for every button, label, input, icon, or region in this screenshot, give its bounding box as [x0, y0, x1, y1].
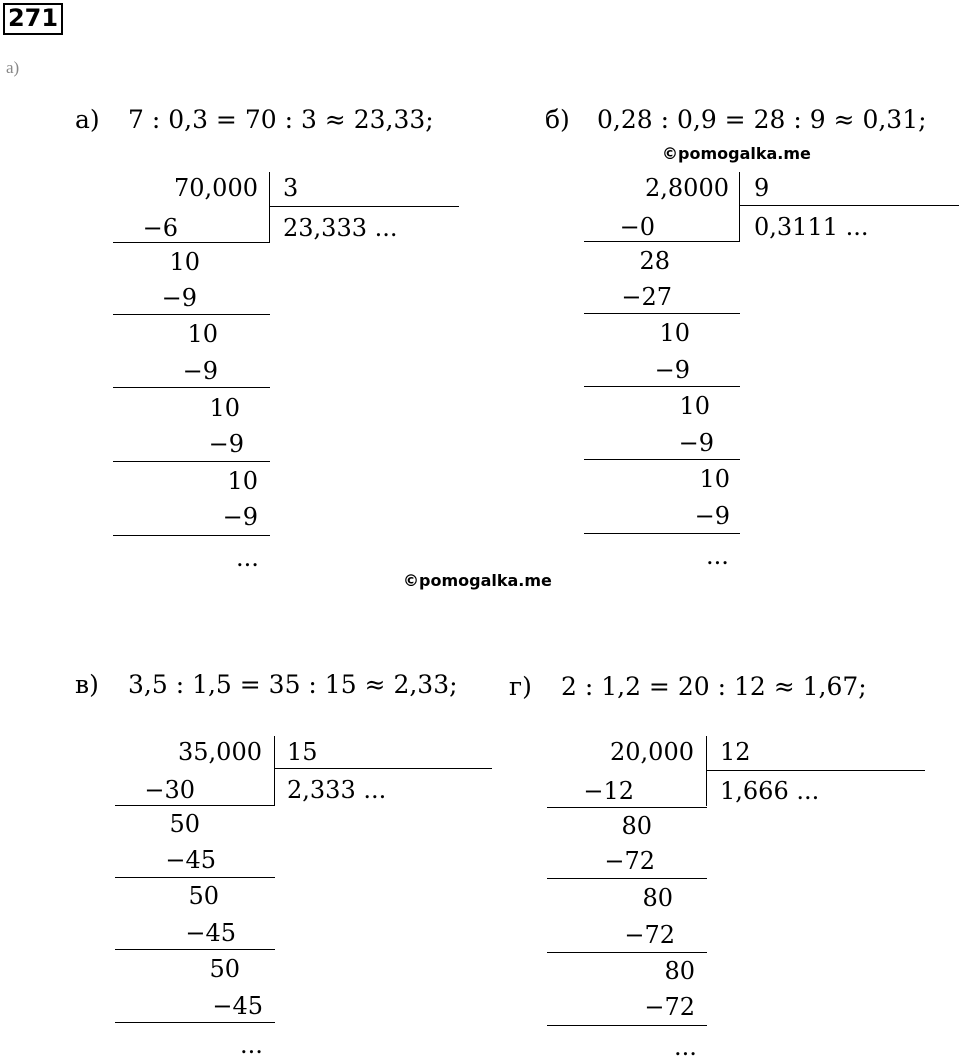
- step-a-5: −9: [182, 357, 218, 385]
- dividend-b: 2,8000: [645, 174, 729, 202]
- step-a-1: −6: [142, 214, 178, 242]
- step-d-7: −72: [644, 993, 695, 1021]
- step-c-3: −45: [165, 846, 216, 874]
- dividend-c: 35,000: [178, 738, 262, 766]
- exercise-number: 271: [3, 3, 63, 35]
- dividend-a: 70,000: [174, 174, 258, 202]
- divisor-c: 15: [287, 738, 318, 766]
- step-c-2: 50: [169, 810, 200, 838]
- step-a-6: 10: [209, 394, 240, 422]
- problem-b-equation: 0,28 : 0,9 = 28 : 9 ≈ 0,31;: [597, 105, 927, 134]
- step-b-2: 28: [639, 247, 670, 275]
- step-d-8: ...: [674, 1033, 697, 1061]
- step-a-2: 10: [169, 248, 200, 276]
- step-b-7: −9: [678, 429, 714, 457]
- step-a-3: −9: [161, 284, 197, 312]
- step-a-10: ...: [236, 544, 259, 572]
- divisor-a: 3: [283, 174, 299, 202]
- step-b-5: −9: [654, 356, 690, 384]
- step-c-4: 50: [188, 882, 219, 910]
- problem-b-label: б): [545, 105, 570, 134]
- step-d-4: 80: [642, 884, 673, 912]
- step-b-10: ...: [706, 542, 729, 570]
- divisor-b: 9: [754, 174, 770, 202]
- step-a-4: 10: [187, 320, 218, 348]
- step-c-1: −30: [144, 776, 195, 804]
- step-b-1: −0: [619, 213, 655, 241]
- step-d-3: −72: [604, 847, 655, 875]
- watermark-middle: ©pomogalka.me: [403, 571, 552, 590]
- step-a-7: −9: [208, 430, 244, 458]
- dividend-d: 20,000: [610, 738, 694, 766]
- step-a-9: −9: [222, 503, 258, 531]
- step-c-7: −45: [212, 992, 263, 1020]
- sub-label: а): [6, 58, 20, 77]
- problem-d-label: г): [509, 672, 532, 701]
- step-d-5: −72: [624, 921, 675, 949]
- divisor-d: 12: [720, 738, 751, 766]
- step-b-8: 10: [699, 465, 730, 493]
- quotient-d: 1,666 ...: [720, 777, 820, 805]
- step-b-9: −9: [694, 502, 730, 530]
- problem-d-equation: 2 : 1,2 = 20 : 12 ≈ 1,67;: [561, 672, 867, 701]
- step-d-2: 80: [621, 812, 652, 840]
- step-b-6: 10: [679, 392, 710, 420]
- problem-a-label: а): [75, 105, 100, 134]
- quotient-b: 0,3111 ...: [754, 213, 869, 241]
- step-c-8: ...: [240, 1031, 263, 1059]
- step-d-6: 80: [664, 957, 695, 985]
- step-c-6: 50: [209, 955, 240, 983]
- problem-a-equation: 7 : 0,3 = 70 : 3 ≈ 23,33;: [128, 105, 434, 134]
- step-d-1: −12: [583, 777, 634, 805]
- problem-c-label: в): [75, 670, 99, 699]
- watermark-top: ©pomogalka.me: [662, 144, 811, 163]
- step-c-5: −45: [185, 919, 236, 947]
- problem-c-equation: 3,5 : 1,5 = 35 : 15 ≈ 2,33;: [128, 670, 458, 699]
- quotient-a: 23,333 ...: [283, 214, 398, 242]
- quotient-c: 2,333 ...: [287, 776, 387, 804]
- step-b-3: −27: [621, 283, 672, 311]
- step-a-8: 10: [227, 467, 258, 495]
- step-b-4: 10: [659, 319, 690, 347]
